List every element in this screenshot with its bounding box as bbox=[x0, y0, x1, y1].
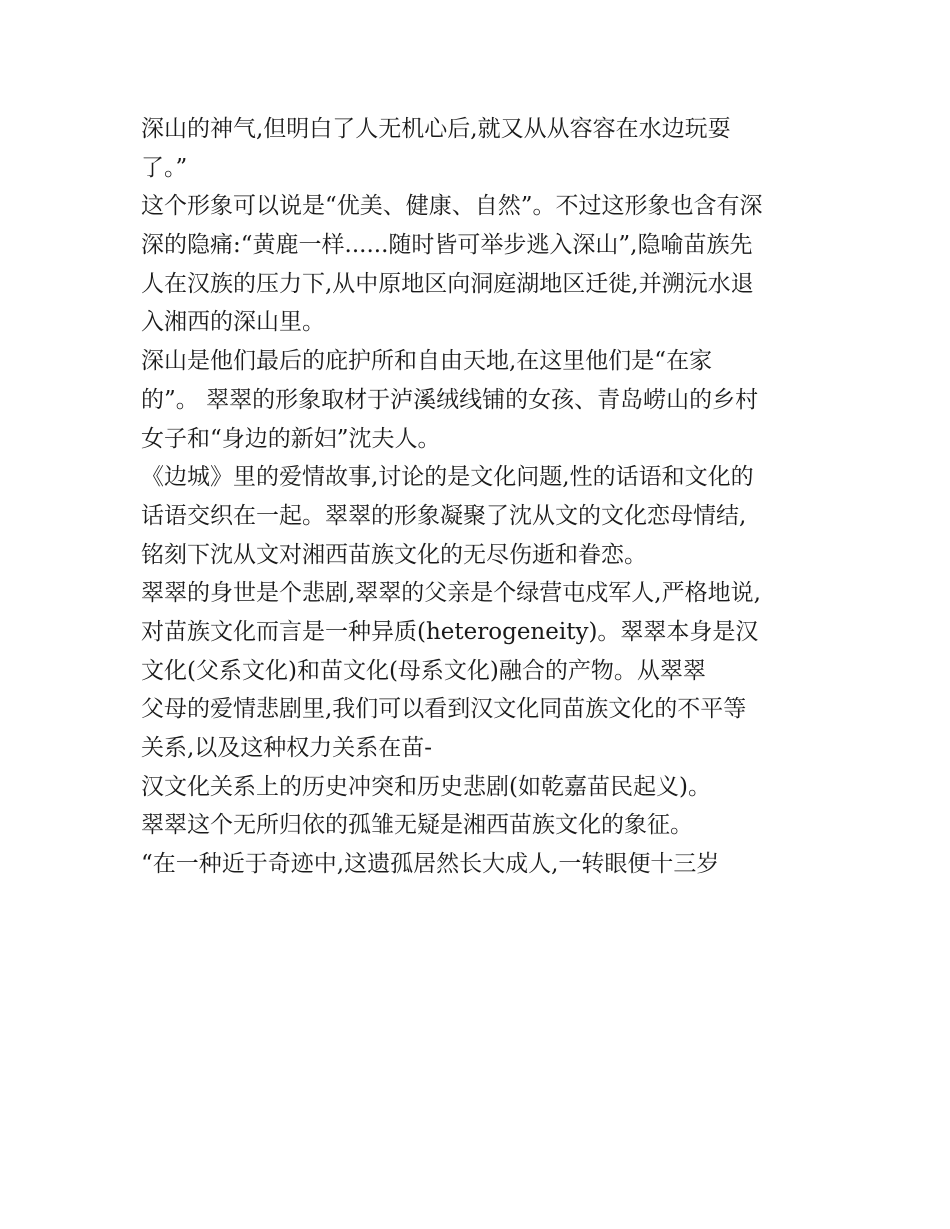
text-line: 对苗族文化而言是一种异质(heterogeneity)。翠翠本身是汉 bbox=[141, 618, 759, 645]
text-line: 汉文化关系上的历史冲突和历史悲剧(如乾嘉苗民起义)。 bbox=[141, 773, 711, 800]
text-line: 入湘西的深山里。 bbox=[141, 309, 325, 336]
text-line: 深的隐痛:“黄鹿一样......随时皆可举步逃入深山”,隐喻苗族先 bbox=[141, 232, 753, 259]
text-line: 人在汉族的压力下,从中原地区向洞庭湖地区迁徙,并溯沅水退 bbox=[141, 270, 754, 297]
text-line: 文化(父系文化)和苗文化(母系文化)融合的产物。从翠翠 bbox=[141, 657, 706, 684]
text-line: 翠翠的身世是个悲剧,翠翠的父亲是个绿营屯戍军人,严格地说, bbox=[141, 580, 761, 607]
body-text bbox=[141, 110, 821, 884]
text-line: 这个形象可以说是“优美、健康、自然”。不过这形象也含有深 bbox=[141, 193, 763, 220]
text-line: 铭刻下沈从文对湘西苗族文化的无尽伤逝和眷恋。 bbox=[141, 541, 647, 568]
text-line: “在一种近于奇迹中,这遗孤居然长大成人,一转眼便十三岁 bbox=[141, 851, 720, 878]
text-line: 话语交织在一起。翠翠的形象凝聚了沈从文的文化恋母情结, bbox=[141, 502, 747, 529]
text-line: 深山的神气,但明白了人无机心后,就又从从容容在水边玩耍 bbox=[141, 116, 731, 142]
text-line: 深山是他们最后的庇护所和自由天地,在这里他们是“在家 bbox=[141, 348, 713, 375]
text-line: 《边城》里的爱情故事,讨论的是文化问题,性的话语和文化的 bbox=[141, 464, 754, 491]
text-line: 的”。 翠翠的形象取材于泸溪绒线铺的女孩、青岛崂山的乡村 bbox=[141, 386, 759, 413]
text-line: 了。” bbox=[141, 154, 188, 181]
text-line: 女子和“身边的新妇”沈夫人。 bbox=[141, 425, 441, 452]
text-line: 翠翠这个无所归依的孤雏无疑是湘西苗族文化的象征。 bbox=[141, 812, 693, 839]
text-line: 关系,以及这种权力关系在苗- bbox=[141, 735, 433, 761]
text-line: 父母的爱情悲剧里,我们可以看到汉文化同苗族文化的不平等 bbox=[141, 696, 747, 723]
